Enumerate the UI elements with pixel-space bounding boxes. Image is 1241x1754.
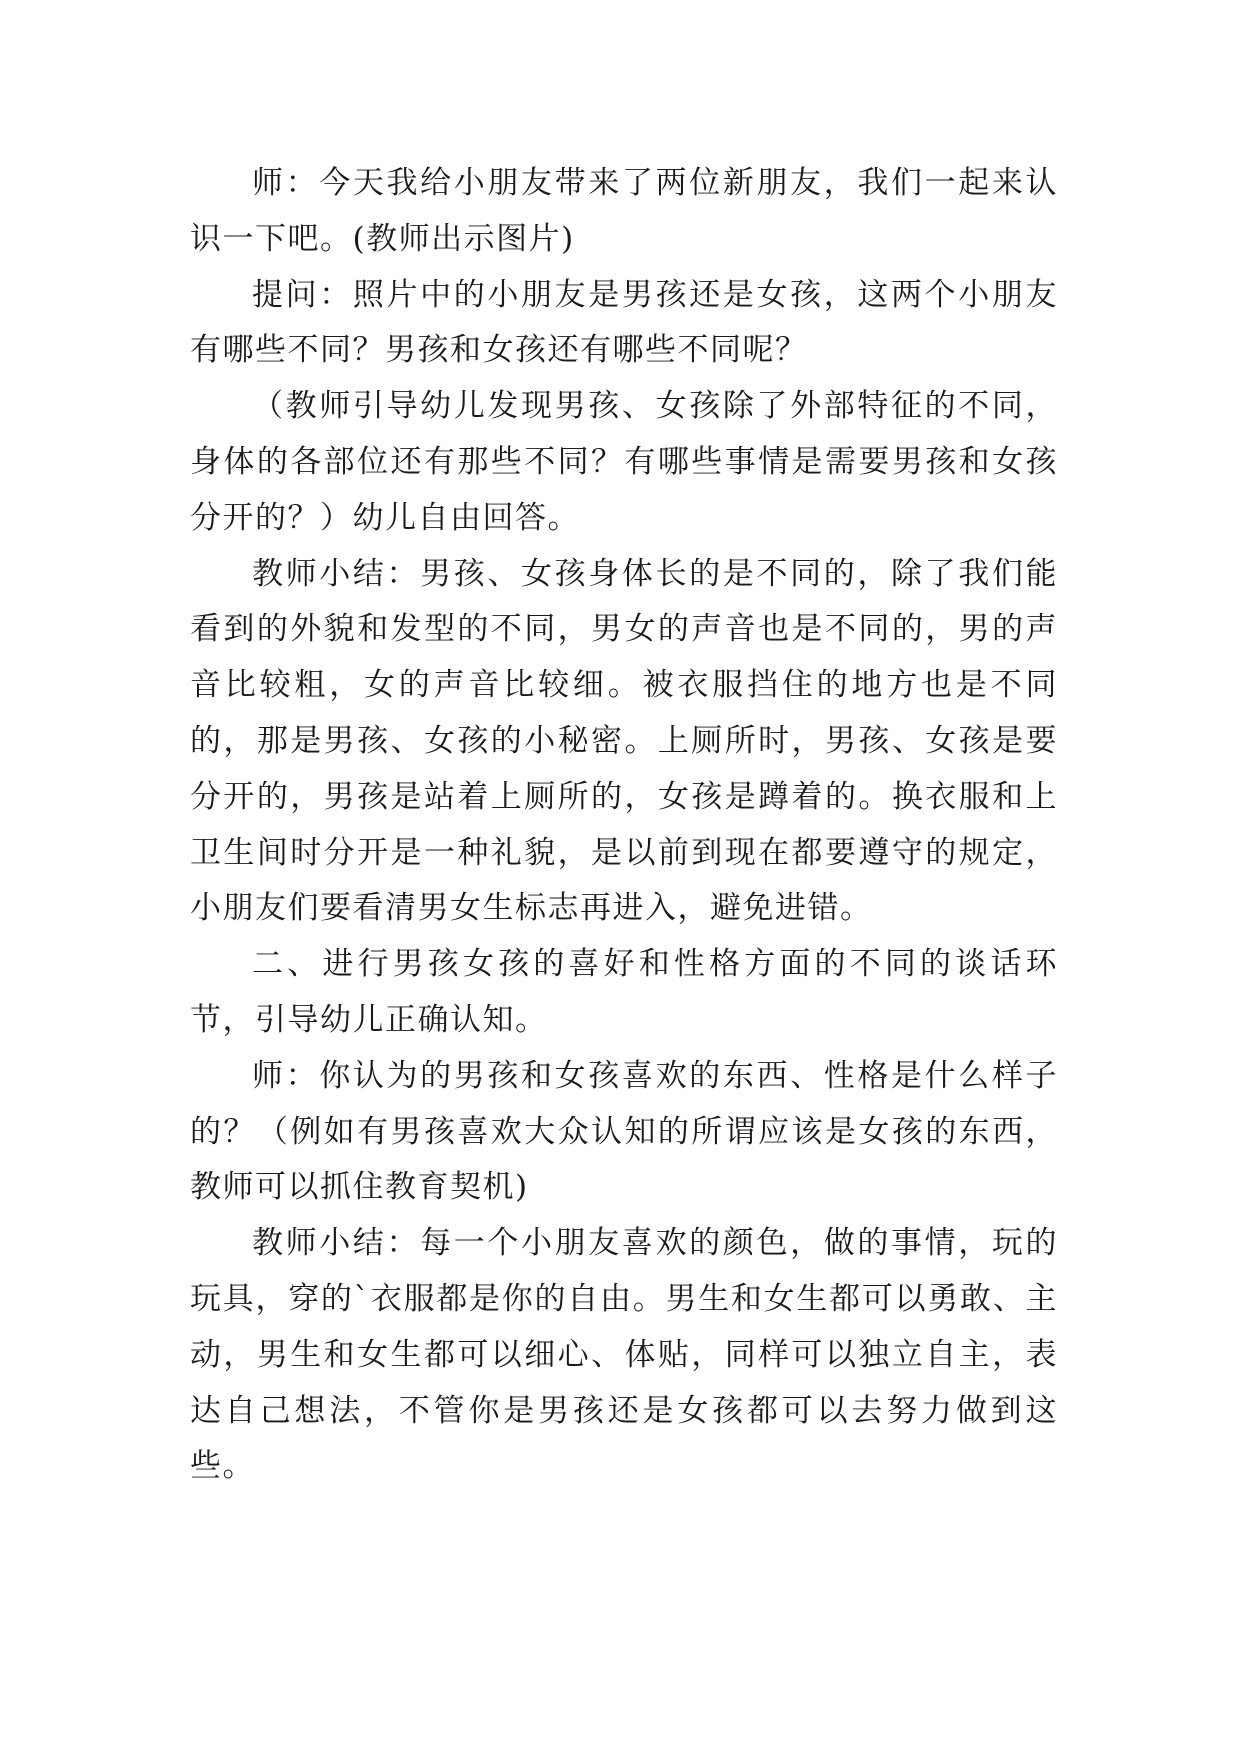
paragraph-teacher-summary-2: 教师小结：每一个小朋友喜欢的颜色，做的事情，玩的玩具，穿的`衣服都是你的自由。男生和女生都可以勇敢、主动，男生和女生都可以细心、体贴，同样可以独立自主，表达自己想法，不管你是男孩还是女孩都可以去努力做到这些。 (190, 1225, 1058, 1485)
paragraph-teacher-intro: 师：今天我给小朋友带来了两位新朋友，我们一起来认识一下吧。(教师出示图片) (190, 165, 1058, 257)
paragraph-question: 提问：照片中的小朋友是男孩还是女孩，这两个小朋友有哪些不同？男孩和女孩还有哪些不同呢？ (190, 276, 1058, 369)
paragraph-teacher-summary-1: 教师小结：男孩、女孩身体长的是不同的，除了我们能看到的外貌和发型的不同，男女的声音也是不同的，男的声音比较粗，女的声音比较细。被衣服挡住的地方也是不同的，那是男孩、女孩的小秘密。上厕所时，男孩、女孩是要分开的，男孩是站着上厕所的，女孩是蹲着的。换衣服和上卫生间时分开是一种礼貌，是以前到现在都要遵守的规定，小朋友们要看清男女生标志再进入，避免进错。 (190, 555, 1058, 927)
paragraph-teacher-question-2: 师：你认为的男孩和女孩喜欢的东西、性格是什么样子的？（例如有男孩喜欢大众认知的所谓应该是女孩的东西，教师可以抓住教育契机) (190, 1057, 1058, 1206)
document-body (190, 156, 1058, 1495)
paragraph-section-two-heading: 二、进行男孩女孩的喜好和性格方面的不同的谈话环节，引导幼儿正确认知。 (190, 946, 1058, 1038)
paragraph-guidance: （教师引导幼儿发现男孩、女孩除了外部特征的不同，身体的各部位还有那些不同？有哪些事情是需要男孩和女孩分开的？）幼儿自由回答。 (190, 388, 1058, 536)
